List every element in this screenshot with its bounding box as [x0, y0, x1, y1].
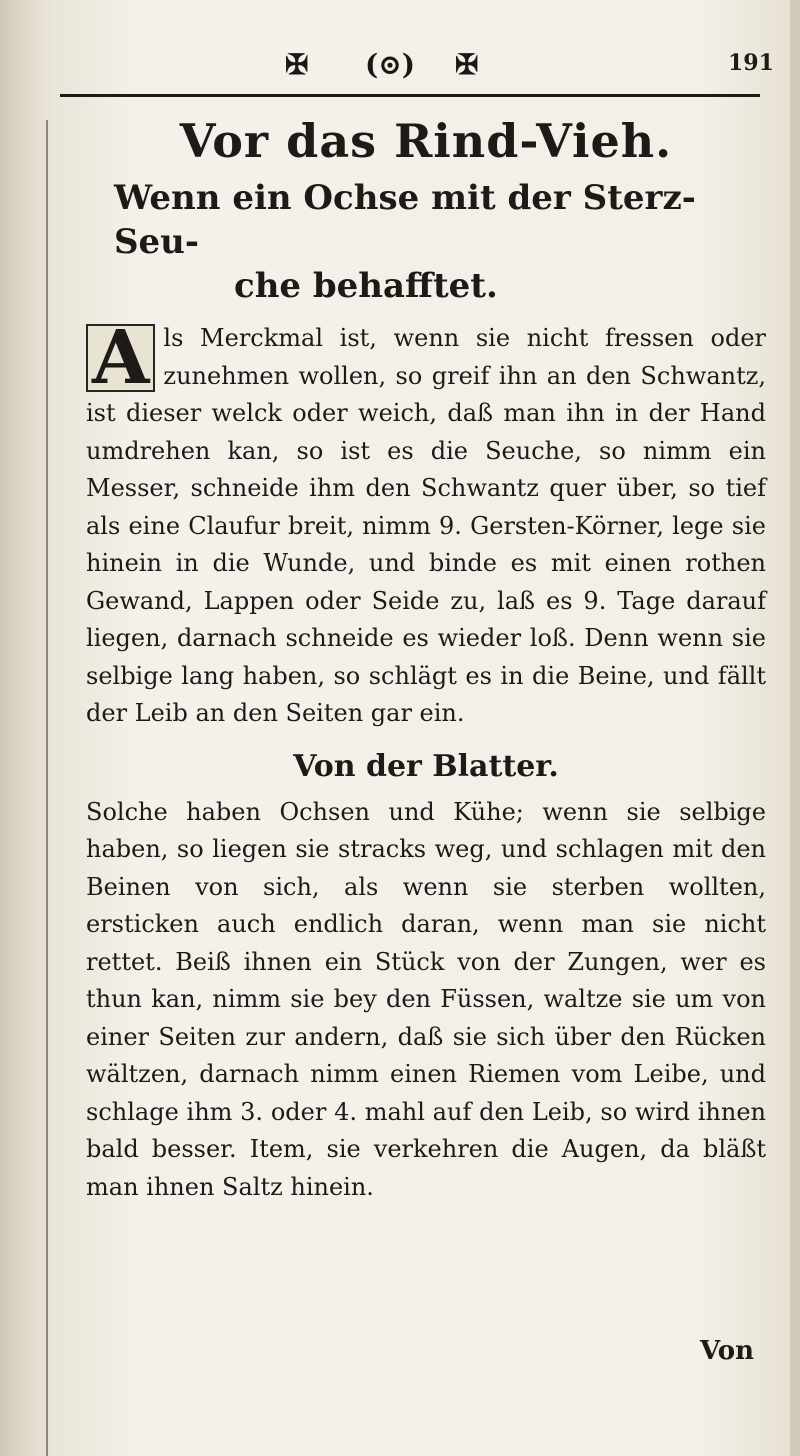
section-heading-line1: Wenn ein Ochse mit der Sterz-Seu- — [114, 178, 696, 262]
section-heading-sterz-seuche — [86, 176, 766, 308]
section-heading-blatter: Von der Blatter. — [293, 748, 559, 784]
binding-rule — [46, 120, 48, 1456]
section-heading-line2: che behafftet. — [234, 266, 498, 306]
page-header — [60, 40, 774, 92]
page-edge — [790, 0, 800, 1456]
drop-cap: A — [86, 324, 155, 392]
header-rule — [60, 94, 760, 97]
page-content — [86, 104, 766, 1206]
catchword: Von — [700, 1336, 755, 1366]
page-number: 191 — [728, 50, 774, 76]
page-title: Vor das Rind-Vieh. — [179, 114, 673, 168]
paragraph-text: Solche haben Ochsen und Kühe; wenn sie selbige haben, so liegen sie stracks weg, und schlagen mit den Beinen von sich, als wenn sie sterben wollten, ersticken auch endlich daran, wenn man sie nicht rettet. Beiß ihnen ein Stück von der Zungen, wer es thun kan, nimm sie bey den Füssen, waltze sie um von einer Seiten zur andern, daß sie sich über den Rücken wältzen, darnach nimm einen Riemen vom Leibe, und schlage ihm 3. oder 4. mahl auf den Leib, so wird ihnen bald besser. Item, sie verkehren die Augen, da bläßt man ihnen Saltz hinein. — [86, 797, 766, 1201]
paragraph-text: ls Merckmal ist, wenn sie nicht fressen oder zunehmen wollen, so greif ihn an den Schwantz, ist dieser welck oder weich, daß man ihn in der Hand umdrehen kan, so ist es die Seuche, so nimm ein Messer, schneide ihm den Schwantz quer über, so tief als eine Claufur breit, nimm 9. Gersten-Körner, lege sie hinein in die Wunde, und binde es mit einen rothen Gewand, Lappen oder Seide zu, laß es 9. Tage darauf liegen, darnach schneide es wieder loß. Denn wenn sie selbige lang haben, so schlägt es in die Beine, und fällt der Leib an den Seiten gar ein. — [86, 324, 766, 727]
ornament-left-icon: ✠ — [285, 48, 309, 81]
paragraph-sterz-seuche — [86, 315, 766, 733]
paragraph-blatter — [86, 794, 766, 1207]
ornament-center-icon: (⊙) — [365, 48, 415, 81]
ornament-right-icon: ✠ — [455, 48, 479, 81]
